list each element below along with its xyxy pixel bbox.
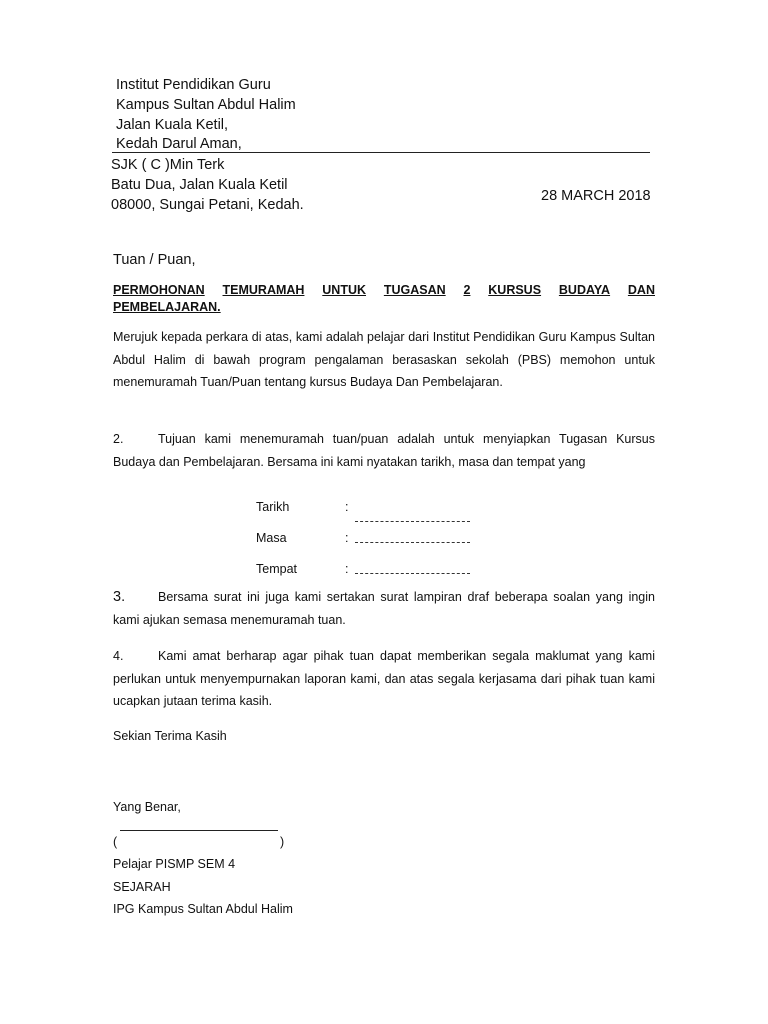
signer-line-2: SEJARAH bbox=[113, 880, 171, 894]
masa-label: Masa bbox=[256, 531, 287, 545]
tarikh-label: Tarikh bbox=[256, 500, 290, 514]
tarikh-blank bbox=[355, 521, 470, 522]
sender-line-3: Jalan Kuala Ketil, bbox=[116, 117, 229, 133]
paragraph-1: Merujuk kepada perkara di atas, kami adalah pelajar dari Institut Pendidikan Guru Kampus Sultan Abdul Halim di bawah program pengalaman berasaskan sekolah (PBS) memohon untuk menemuramah Tuan/Puan tentang kursus Budaya Dan Pembelajaran. bbox=[113, 330, 655, 389]
sender-line-2: Kampus Sultan Abdul Halim bbox=[116, 97, 296, 113]
subject-word: KURSUS bbox=[488, 283, 542, 297]
tempat-blank bbox=[355, 573, 470, 574]
tempat-colon: : bbox=[345, 562, 349, 576]
paragraph-text: Kami amat berharap agar pihak tuan dapat memberikan segala maklumat yang kami perlukan untuk menyempurnakan laporan kami, dan atas segala kerjasama dari pihak tuan kami ucapkan jutaan terima kasih. bbox=[113, 649, 655, 708]
tarikh-colon: : bbox=[345, 500, 349, 514]
salutation: Tuan / Puan, bbox=[113, 252, 196, 268]
recipient-line-1: SJK ( C )Min Terk bbox=[111, 157, 225, 173]
sender-line-1: Institut Pendidikan Guru bbox=[116, 77, 271, 93]
signer-line-3: IPG Kampus Sultan Abdul Halim bbox=[113, 902, 293, 916]
masa-colon: : bbox=[345, 531, 349, 545]
subject-heading bbox=[113, 282, 655, 316]
paragraph-text: Tujuan kami menemuramah tuan/puan adalah untuk menyiapkan Tugasan Kursus Budaya dan Pembelajaran. Bersama ini kami nyatakan tarikh, masa dan tempat yang bbox=[113, 432, 655, 469]
recipient-line-2: Batu Dua, Jalan Kuala Ketil bbox=[111, 177, 288, 193]
paragraph-text: Bersama surat ini juga kami sertakan surat lampiran draf beberapa soalan yang ingin kami ajukan semasa menemuramah tuan. bbox=[113, 590, 655, 627]
masa-blank bbox=[355, 542, 470, 543]
paren-open: ( bbox=[113, 835, 118, 849]
header-divider bbox=[112, 152, 650, 153]
paragraph-3 bbox=[113, 586, 655, 631]
paragraph-number: 2. bbox=[113, 432, 124, 446]
subject-word: TUGASAN bbox=[383, 283, 446, 297]
letter-date: 28 MARCH 2018 bbox=[541, 188, 651, 204]
subject-word: DAN bbox=[627, 283, 655, 297]
recipient-line-3: 08000, Sungai Petani, Kedah. bbox=[111, 197, 304, 213]
subject-word: PERMOHONAN bbox=[113, 283, 205, 297]
subject-line-1 bbox=[113, 282, 655, 299]
tempat-label: Tempat bbox=[256, 562, 297, 576]
subject-word: BUDAYA bbox=[558, 283, 611, 297]
paragraph-number: 4. bbox=[113, 649, 124, 663]
paren-close: ) bbox=[280, 835, 285, 849]
paragraph-4 bbox=[113, 645, 655, 713]
paragraph-2 bbox=[113, 428, 655, 473]
subject-word: 2 bbox=[463, 283, 471, 297]
paragraph-number: 3. bbox=[113, 589, 126, 605]
signature-line bbox=[120, 830, 278, 831]
signer-line-1: Pelajar PISMP SEM 4 bbox=[113, 857, 236, 871]
subject-word: TEMURAMAH bbox=[222, 283, 305, 297]
subject-word: UNTUK bbox=[322, 283, 367, 297]
signoff-text: Yang Benar, bbox=[113, 800, 181, 814]
closing-text: Sekian Terima Kasih bbox=[113, 729, 227, 743]
subject-line-2: PEMBELAJARAN. bbox=[113, 300, 221, 314]
sender-line-4: Kedah Darul Aman, bbox=[116, 136, 242, 152]
